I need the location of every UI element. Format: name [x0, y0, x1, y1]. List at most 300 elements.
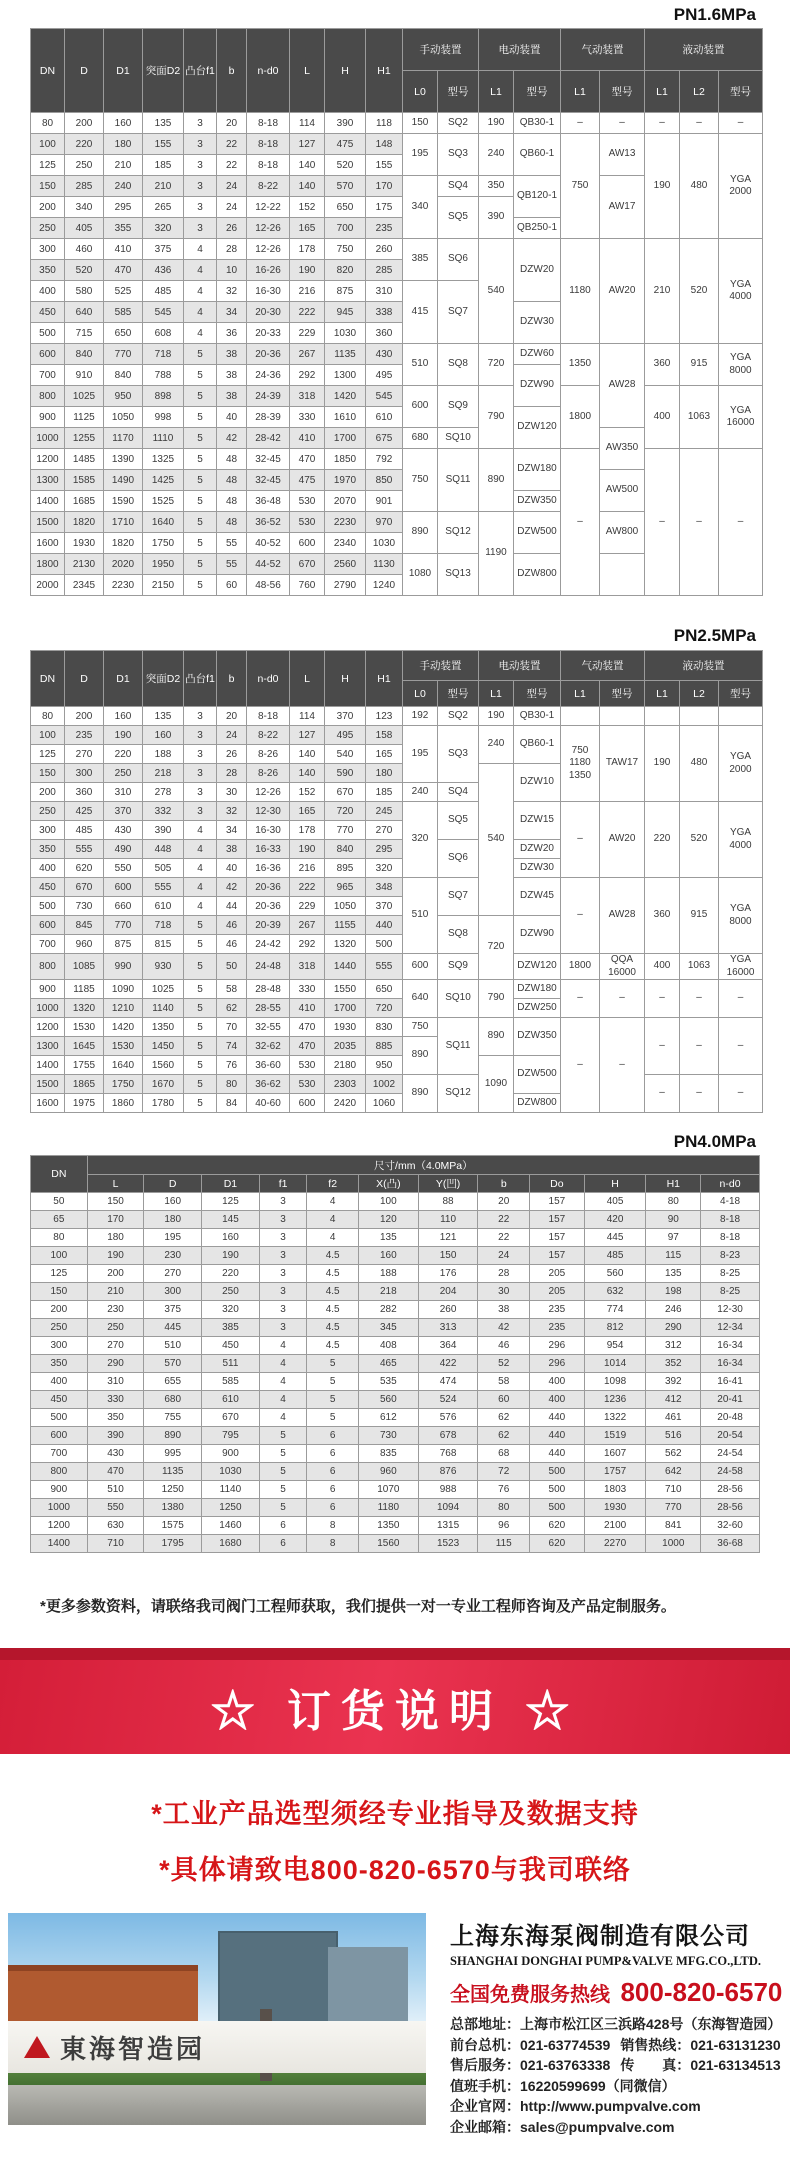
table-cell: 600 — [31, 344, 65, 365]
table-cell: 1780 — [143, 1094, 184, 1113]
table-row — [31, 1445, 760, 1463]
contact-label: 值班手机： — [450, 2077, 520, 2094]
table-cell: 80 — [217, 1075, 247, 1094]
table-cell: 48 — [217, 470, 247, 491]
table-cell: AW28 — [600, 344, 645, 428]
table-cell: 28-55 — [247, 999, 290, 1018]
table-row — [31, 1018, 763, 1037]
table-cell: 610 — [143, 897, 184, 916]
table-cell: 485 — [584, 1247, 646, 1265]
table-cell: 74 — [217, 1037, 247, 1056]
table-cell: 795 — [202, 1427, 260, 1445]
table-cell: 24-48 — [247, 954, 290, 980]
table-cell: 195 — [144, 1229, 202, 1247]
photo-sign-text: 東海智造园 — [60, 2033, 206, 2064]
table-cell: 16-41 — [701, 1373, 760, 1391]
column-header: DN — [31, 651, 65, 707]
table-cell: 250 — [31, 218, 65, 239]
table-cell: 20-36 — [247, 897, 290, 916]
contact-value: 021-63131230 — [690, 2036, 781, 2053]
table-cell: 8-25 — [701, 1283, 760, 1301]
table-cell: 100 — [31, 1247, 88, 1265]
table-cell: 80 — [31, 1229, 88, 1247]
table-cell: 4 — [259, 1391, 307, 1409]
hotline-label: 全国免费服务热线 — [450, 1984, 610, 2006]
table-cell: 800 — [31, 386, 65, 407]
table-cell: 774 — [584, 1301, 646, 1319]
column-header: 气动装置 — [561, 651, 645, 681]
table-cell: 470 — [87, 1463, 144, 1481]
table-cell: 90 — [646, 1211, 701, 1229]
table-cell: 1250 — [144, 1481, 202, 1499]
table-cell: 3 — [184, 155, 217, 176]
table-cell: 250 — [202, 1283, 260, 1301]
table-cell: 8-26 — [247, 764, 290, 783]
table-cell: 5 — [259, 1499, 307, 1517]
table-cell: 190 — [87, 1247, 144, 1265]
table-cell: – — [680, 1075, 719, 1113]
table-cell: 62 — [478, 1409, 530, 1427]
table-cell: 80 — [31, 113, 65, 134]
table-row — [31, 1391, 760, 1409]
order-note: *具体请致电800-820-6570与我司联络 — [159, 1855, 631, 1885]
table-cell: 436 — [143, 260, 184, 281]
table-cell: 190 — [290, 260, 325, 281]
table-cell: 470 — [290, 1018, 325, 1037]
column-header: L — [87, 1175, 144, 1193]
table-cell: YGA 16000 — [719, 386, 763, 449]
table-cell: 114 — [290, 707, 325, 726]
table-cell: 520 — [65, 260, 104, 281]
table-cell: – — [680, 449, 719, 596]
table-cell: 1350 — [561, 344, 600, 386]
table-cell: – — [719, 1075, 763, 1113]
table-cell: 38 — [217, 344, 247, 365]
table-cell: 500 — [31, 323, 65, 344]
table-cell: 400 — [645, 386, 680, 449]
table-cell: QB30-1 — [514, 113, 561, 134]
table-cell: 5 — [184, 980, 217, 999]
table-cell: 1350 — [143, 1018, 184, 1037]
table-cell: QB30-1 — [514, 707, 561, 726]
table-cell: 5 — [184, 365, 217, 386]
table-cell: YGA 4000 — [719, 239, 763, 344]
table-cell: 3 — [184, 764, 217, 783]
table-cell: 290 — [646, 1319, 701, 1337]
table-cell: SQ6 — [438, 239, 479, 281]
table-cell: SQ11 — [438, 449, 479, 512]
table-cell: 5 — [184, 999, 217, 1018]
table-cell: AW20 — [600, 802, 645, 878]
contact-label: 前台总机： — [450, 2036, 520, 2053]
table-cell: 480 — [680, 134, 719, 239]
table-cell: 800 — [31, 954, 65, 980]
table-cell: 525 — [104, 281, 143, 302]
table-cell: SQ9 — [438, 954, 479, 980]
order-note: *工业产品选型须经专业指导及数据支持 — [151, 1799, 639, 1829]
table-row — [31, 707, 763, 726]
table-cell: 200 — [65, 707, 104, 726]
table-cell: 4.5 — [307, 1247, 359, 1265]
table-cell: 175 — [366, 197, 403, 218]
table-cell: 670 — [65, 878, 104, 897]
contact-line — [450, 2096, 780, 2117]
table-cell: 200 — [65, 113, 104, 134]
table-cell: 4.5 — [307, 1265, 359, 1283]
table-cell: 2340 — [325, 533, 366, 554]
table-cell: 160 — [104, 113, 143, 134]
table-cell: 970 — [366, 512, 403, 533]
table-cell: 5 — [184, 512, 217, 533]
table-cell: 1190 — [479, 512, 514, 596]
table-cell: 440 — [530, 1445, 585, 1463]
table-cell: 180 — [144, 1211, 202, 1229]
table-cell: 55 — [217, 533, 247, 554]
table-cell: 550 — [87, 1499, 144, 1517]
table-cell: 158 — [366, 726, 403, 745]
table-cell: 5 — [184, 533, 217, 554]
table-cell: 840 — [65, 344, 104, 365]
table-cell: 890 — [403, 512, 438, 554]
column-header: 型号 — [438, 71, 479, 113]
table-cell: 1000 — [31, 999, 65, 1018]
table-cell: 768 — [418, 1445, 478, 1463]
table-cell: 620 — [530, 1517, 585, 1535]
table-cell: 24-36 — [247, 365, 290, 386]
table-cell: 3 — [259, 1193, 307, 1211]
table-cell: 450 — [31, 302, 65, 323]
table-cell: 8-22 — [247, 176, 290, 197]
table-cell: 6 — [307, 1427, 359, 1445]
table-cell: 198 — [646, 1283, 701, 1301]
table-cell: 5 — [184, 386, 217, 407]
table-cell: 3 — [184, 176, 217, 197]
table-cell: 680 — [144, 1391, 202, 1409]
column-header: 突面D2 — [143, 651, 184, 707]
table-cell: 524 — [418, 1391, 478, 1409]
table-cell: 642 — [646, 1463, 701, 1481]
column-header: L1 — [645, 681, 680, 707]
table-cell: 540 — [479, 239, 514, 344]
table-row — [31, 1427, 760, 1445]
table-cell: 1400 — [31, 491, 65, 512]
table-cell: 5 — [184, 935, 217, 954]
table-cell: DZW180 — [514, 449, 561, 491]
contact-value: 021-63134513 — [690, 2057, 781, 2073]
table-cell: 1820 — [65, 512, 104, 533]
contact-value: 021-63763338 — [520, 2057, 611, 2073]
table-cell: 290 — [87, 1355, 144, 1373]
table-cell: 1135 — [144, 1463, 202, 1481]
table-cell: 1255 — [65, 428, 104, 449]
table-cell: 1125 — [65, 407, 104, 428]
table-cell: 550 — [104, 859, 143, 878]
table-cell: 1063 — [680, 954, 719, 980]
table-cell: 6 — [259, 1535, 307, 1553]
column-header: 型号 — [600, 71, 645, 113]
table-cell: 1030 — [202, 1463, 260, 1481]
table-cell: 155 — [143, 134, 184, 155]
table-cell: 5 — [184, 954, 217, 980]
column-header: D — [65, 651, 104, 707]
table-cell: 16-34 — [701, 1355, 760, 1373]
column-header: DN — [31, 29, 65, 113]
table-cell: 8-18 — [701, 1229, 760, 1247]
column-header: D1 — [104, 651, 143, 707]
column-header: L1 — [645, 71, 680, 113]
column-header: L2 — [680, 681, 719, 707]
column-header: Do — [530, 1175, 585, 1193]
table-cell: 125 — [31, 155, 65, 176]
table-cell: 260 — [418, 1301, 478, 1319]
table-cell: 965 — [325, 878, 366, 897]
table-cell: 8-25 — [701, 1265, 760, 1283]
table-cell: 22 — [217, 155, 247, 176]
table-cell: 148 — [366, 134, 403, 155]
table-cell: 245 — [366, 802, 403, 821]
table-cell: QQA 16000 — [600, 954, 645, 980]
table-cell: 1757 — [584, 1463, 646, 1481]
table-cell: 1050 — [325, 897, 366, 916]
table-cell: 28-56 — [701, 1481, 760, 1499]
pn40-dimension-table — [30, 1155, 760, 1553]
table-cell: 84 — [217, 1094, 247, 1113]
table-cell: 218 — [358, 1283, 418, 1301]
table-cell: 34 — [217, 302, 247, 323]
table-cell: 1170 — [104, 428, 143, 449]
table-cell: 16-26 — [247, 260, 290, 281]
banner-top-strip — [0, 1648, 790, 1660]
table-cell: 178 — [290, 821, 325, 840]
table-cell: 32-45 — [247, 470, 290, 491]
table-cell: 48 — [217, 512, 247, 533]
table-cell: SQ2 — [438, 113, 479, 134]
table-cell: 296 — [530, 1355, 585, 1373]
table-cell: – — [561, 980, 600, 1018]
table-cell: 3 — [259, 1283, 307, 1301]
table-cell: 1755 — [65, 1056, 104, 1075]
table-cell: 1200 — [31, 1018, 65, 1037]
table-cell: 8-18 — [247, 707, 290, 726]
table-cell: 2000 — [31, 575, 65, 596]
table-cell: 700 — [325, 218, 366, 239]
table-cell: 12-30 — [247, 802, 290, 821]
table-cell: 511 — [202, 1355, 260, 1373]
table-cell: 430 — [87, 1445, 144, 1463]
contact-label: 销售热线： — [620, 2036, 691, 2053]
table-cell: 115 — [646, 1247, 701, 1265]
table-cell: 390 — [325, 113, 366, 134]
table-cell: DZW120 — [514, 407, 561, 449]
table-cell: DZW20 — [514, 239, 561, 302]
table-cell: DZW10 — [514, 764, 561, 802]
table-cell: 48 — [217, 449, 247, 470]
table-cell: 1685 — [65, 491, 104, 512]
table-cell: 6 — [307, 1463, 359, 1481]
table-cell: 6 — [307, 1499, 359, 1517]
table-cell: 150 — [31, 1283, 88, 1301]
table-cell: 80 — [646, 1193, 701, 1211]
table-cell: 1640 — [104, 1056, 143, 1075]
table-cell: 580 — [65, 281, 104, 302]
table-cell: 1140 — [143, 999, 184, 1018]
contact-value: 021-63774539 — [520, 2036, 611, 2053]
table-cell: 700 — [31, 365, 65, 386]
table-cell: 520 — [680, 802, 719, 878]
table-cell: 440 — [530, 1427, 585, 1445]
table-cell: 1380 — [144, 1499, 202, 1517]
table-cell: 26 — [217, 218, 247, 239]
table-cell: 710 — [646, 1481, 701, 1499]
table-cell: 475 — [290, 470, 325, 491]
table-row — [31, 1337, 760, 1355]
order-notes — [0, 1792, 790, 1904]
table-cell: 516 — [646, 1427, 701, 1445]
table-row — [31, 134, 763, 155]
table-cell: 640 — [403, 980, 438, 1018]
table-cell: 960 — [358, 1463, 418, 1481]
table-cell: 24-39 — [247, 386, 290, 407]
table-cell: 300 — [31, 821, 65, 840]
table-cell: 4 — [184, 302, 217, 323]
column-header: L1 — [561, 71, 600, 113]
table-cell: 6 — [307, 1445, 359, 1463]
table-cell: 485 — [143, 281, 184, 302]
table-cell: 2303 — [325, 1075, 366, 1094]
table-cell: 40-60 — [247, 1094, 290, 1113]
table-cell: 110 — [418, 1211, 478, 1229]
table-cell: 115 — [478, 1535, 530, 1553]
table-cell: 915 — [680, 344, 719, 386]
table-cell: 1240 — [366, 575, 403, 596]
table-row — [31, 726, 763, 745]
table-cell: 345 — [358, 1319, 418, 1337]
table-cell: DZW180 — [514, 980, 561, 999]
table-cell: 400 — [530, 1373, 585, 1391]
table-cell: 670 — [202, 1409, 260, 1427]
table-cell: 1485 — [65, 449, 104, 470]
table-cell: 1322 — [584, 1409, 646, 1427]
table-cell: 160 — [202, 1229, 260, 1247]
table-cell: 80 — [31, 707, 65, 726]
table-cell: 229 — [290, 897, 325, 916]
table-cell: 190 — [645, 134, 680, 239]
table-cell: 145 — [202, 1211, 260, 1229]
table-cell: 1025 — [65, 386, 104, 407]
table-cell: 1000 — [31, 1499, 88, 1517]
table-cell: 123 — [366, 707, 403, 726]
table-cell: 1130 — [366, 554, 403, 575]
table-cell: 312 — [646, 1337, 701, 1355]
table-cell: 16-36 — [247, 859, 290, 878]
column-header: H — [325, 29, 366, 113]
table-cell: 267 — [290, 916, 325, 935]
table-cell: 350 — [31, 260, 65, 281]
table-row — [31, 239, 763, 260]
table-cell: 1250 — [202, 1499, 260, 1517]
table-cell: 235 — [530, 1319, 585, 1337]
table-cell: 4 — [184, 897, 217, 916]
table-cell: 330 — [290, 980, 325, 999]
table-cell: 555 — [65, 840, 104, 859]
table-cell: 520 — [680, 239, 719, 344]
table-cell: SQ8 — [438, 916, 479, 954]
table-cell: 1610 — [325, 407, 366, 428]
table-cell: QB60-1 — [514, 726, 561, 764]
table-cell: 20-33 — [247, 323, 290, 344]
table-cell: 815 — [143, 935, 184, 954]
table-cell: 770 — [325, 821, 366, 840]
table-cell: 8-18 — [701, 1211, 760, 1229]
table-cell: 650 — [104, 323, 143, 344]
table-cell: 3 — [259, 1301, 307, 1319]
column-header: X(凸) — [358, 1175, 418, 1193]
table-cell: 135 — [358, 1229, 418, 1247]
table-cell: 270 — [65, 745, 104, 764]
table-cell: 28 — [478, 1265, 530, 1283]
table-cell: 500 — [530, 1463, 585, 1481]
table-cell: AW28 — [600, 878, 645, 954]
table-cell: 32 — [217, 281, 247, 302]
table-cell: 440 — [530, 1409, 585, 1427]
contact-value: 16220599699（同微信） — [520, 2077, 676, 2094]
table-cell: 20-39 — [247, 916, 290, 935]
table-cell: 8 — [307, 1535, 359, 1553]
contact-label: 传 真： — [620, 2057, 691, 2073]
table-cell: 2560 — [325, 554, 366, 575]
table-cell: 890 — [403, 1037, 438, 1075]
table-cell: 420 — [584, 1211, 646, 1229]
table-cell: 150 — [87, 1193, 144, 1211]
table-cell: 235 — [366, 218, 403, 239]
table-row — [31, 1355, 760, 1373]
factory-photo — [8, 1913, 426, 2125]
table-cell: 876 — [418, 1463, 478, 1481]
table-cell: 20-41 — [701, 1391, 760, 1409]
table-cell: 140 — [290, 745, 325, 764]
table-cell: 850 — [366, 470, 403, 491]
column-header: 液动装置 — [645, 651, 763, 681]
table-cell — [645, 707, 680, 726]
table-cell: 48-56 — [247, 575, 290, 596]
column-header: f2 — [307, 1175, 359, 1193]
table-cell: 32-45 — [247, 449, 290, 470]
table-cell: 121 — [418, 1229, 478, 1247]
table-cell: 8-23 — [701, 1247, 760, 1265]
table-cell: 900 — [31, 980, 65, 999]
table-cell: – — [561, 449, 600, 596]
table-cell: 3 — [184, 707, 217, 726]
hotline-number: 800-820-6570 — [620, 1977, 783, 2007]
table-cell: 1930 — [325, 1018, 366, 1037]
table-cell: 1530 — [104, 1037, 143, 1056]
table-cell: 600 — [290, 533, 325, 554]
table-cell: 5 — [259, 1427, 307, 1445]
table-cell: 12-26 — [247, 239, 290, 260]
table-cell: SQ7 — [438, 281, 479, 344]
table-cell: 460 — [65, 239, 104, 260]
table-cell: SQ12 — [438, 1075, 479, 1113]
table-cell: SQ5 — [438, 197, 479, 239]
table-cell: 5 — [307, 1391, 359, 1409]
table-cell: YGA 2000 — [719, 726, 763, 802]
table-cell: – — [719, 449, 763, 596]
table-title-pn16: PN1.6MPa — [673, 5, 756, 24]
table-cell: 352 — [646, 1355, 701, 1373]
table-cell: 3 — [259, 1265, 307, 1283]
table-cell: 200 — [31, 1301, 88, 1319]
table-cell: 1460 — [202, 1517, 260, 1535]
